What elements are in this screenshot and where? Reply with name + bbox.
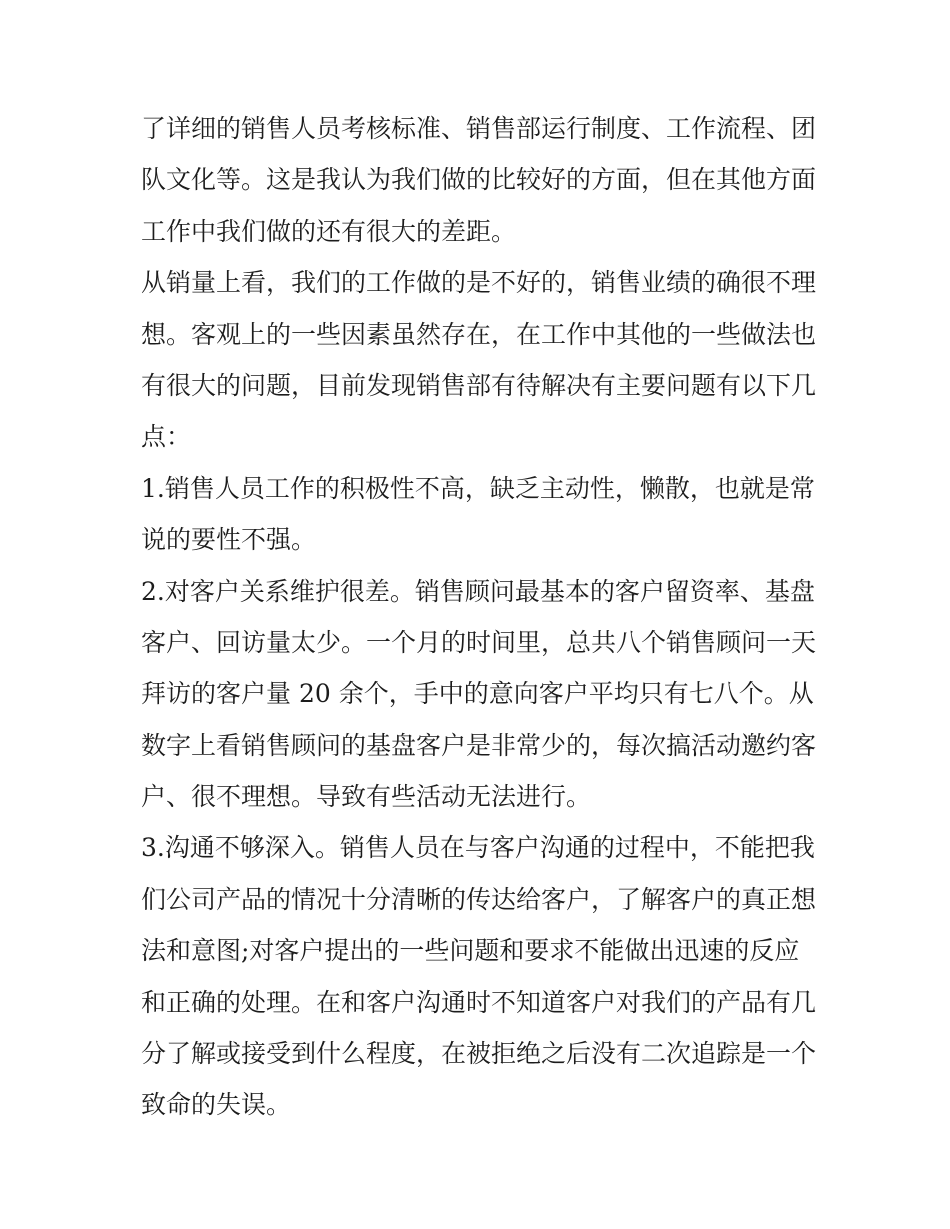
text-line: 拜访的客户量 20 余个，手中的意向客户平均只有七八个。从 (141, 679, 814, 709)
text-line: 想。客观上的一些因素虽然存在，在工作中其他的一些做法也 (141, 319, 817, 349)
text-line: 致命的失误。 (141, 1090, 292, 1120)
text-line: 从销量上看，我们的工作做的是不好的，销售业绩的确很不理 (141, 268, 817, 298)
text-line: 说的要性不强。 (141, 525, 317, 555)
text-line: 点： (141, 422, 192, 452)
text-line: 有很大的问题，目前发现销售部有待解决有主要问题有以下几 (141, 370, 817, 400)
text-line: 们公司产品的情况十分清晰的传达给客户，了解客户的真正想 (141, 884, 817, 914)
text-line: 2.对客户关系维护很差。销售顾问最基本的客户留资率、基盘 (141, 576, 815, 606)
text-line: 工作中我们做的还有很大的差距。 (141, 216, 517, 246)
text-line: 了详细的销售人员考核标准、销售部运行制度、工作流程、团 (141, 114, 817, 143)
text-line: 客户、回访量太少。一个月的时间里，总共八个销售顾问一天 (141, 627, 817, 657)
text-line: 3.沟通不够深入。销售人员在与客户沟通的过程中，不能把我 (141, 833, 815, 863)
text-line: 分了解或接受到什么程度，在被拒绝之后没有二次追踪是一个 (141, 1039, 817, 1069)
text-line: 和正确的处理。在和客户沟通时不知道客户对我们的产品有几 (141, 987, 817, 1017)
text-line: 户、很不理想。导致有些活动无法进行。 (141, 782, 592, 812)
text-line: 数字上看销售顾问的基盘客户是非常少的，每次搞活动邀约客 (141, 730, 817, 760)
text-line: 法和意图;对客户提出的一些问题和要求不能做出迅速的反应 (141, 936, 800, 966)
text-line: 队文化等。这是我认为我们做的比较好的方面，但在其他方面 (141, 165, 817, 195)
text-line: 1.销售人员工作的积极性不高，缺乏主动性，懒散，也就是常 (141, 473, 815, 503)
body-text (141, 103, 821, 1131)
